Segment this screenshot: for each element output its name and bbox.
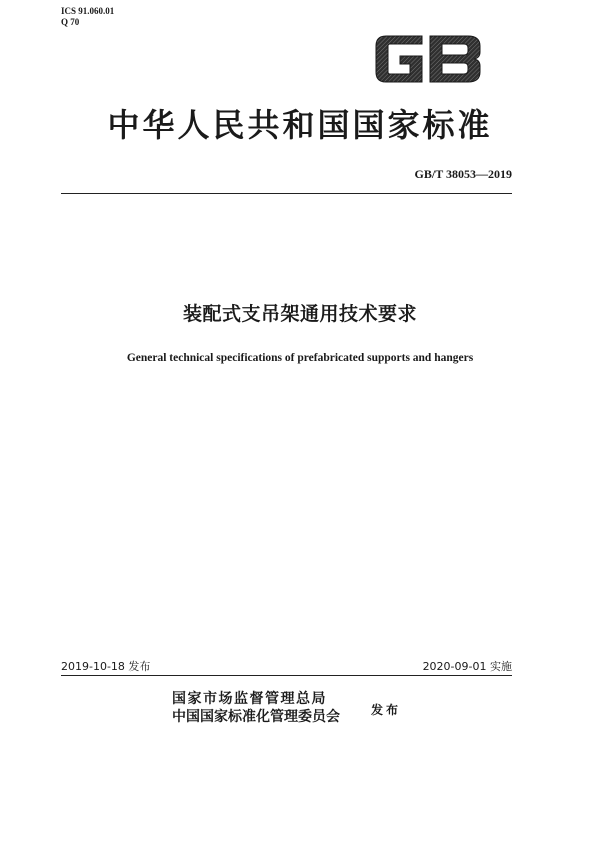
logo-letter-b <box>430 36 480 82</box>
issuer-samr: 国家市场监督管理总局 <box>172 691 327 707</box>
top-divider <box>61 193 512 194</box>
issuing-authorities <box>172 690 340 726</box>
standard-title-english: General technical specifications of prefabricated supports and hangers <box>126 352 474 364</box>
bottom-divider <box>61 675 512 676</box>
standard-title-chinese: 装配式支吊架通用技术要求 <box>182 303 417 325</box>
ics-code: ICS 91.060.01 <box>61 6 115 16</box>
ccs-code: Q 70 <box>61 17 80 27</box>
standard-number: GB/T 38053—2019 <box>414 167 512 181</box>
classification-codes <box>61 6 114 28</box>
national-standard-title: 中华人民共和国国家标准 <box>107 106 493 144</box>
gb-logo <box>372 30 484 88</box>
issuer-sac: 中国国家标准化管理委员会 <box>172 709 340 725</box>
publish-label: 发布 <box>371 703 402 717</box>
implementation-date: 2020-09-01 实施 <box>422 660 512 673</box>
issue-date: 2019-10-18 发布 <box>61 660 151 673</box>
